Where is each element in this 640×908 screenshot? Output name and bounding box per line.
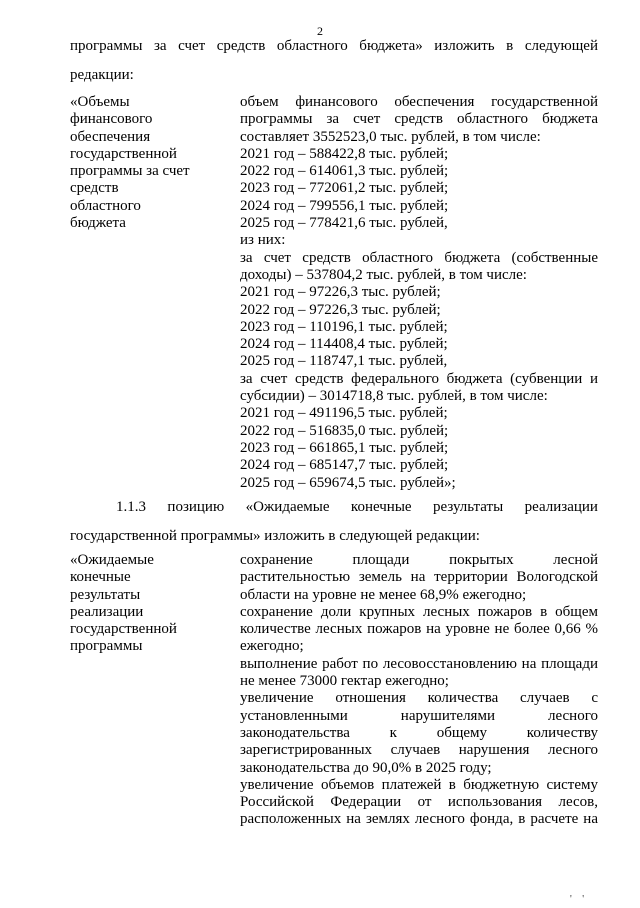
text-line: 2021 год – 491196,5 тыс. рублей;	[240, 405, 448, 422]
text-line: 2025 год – 118747,1 тыс. рублей,	[240, 353, 448, 370]
text-line: 2023 год – 110196,1 тыс. рублей;	[240, 318, 448, 335]
text-line: количестве лесных пожаров на уровне не более 0,66 %	[240, 621, 598, 638]
text-line: законодательства до 90,0% в 2025 году;	[240, 759, 492, 776]
item-number: 1.1.3	[116, 499, 146, 515]
text-line: объем финансового обеспечения государственной	[240, 94, 598, 110]
text-line: 2024 год – 799556,1 тыс. рублей;	[240, 197, 449, 214]
text-line: программы за счет средств областного бюджета	[240, 111, 598, 128]
text-line: за счет средств областного бюджета (собственные	[240, 249, 598, 266]
text-line: 2022 год – 516835,0 тыс. рублей;	[240, 422, 449, 439]
financing-volume-text	[240, 94, 598, 492]
label-line: программы	[70, 638, 143, 655]
expected-results-label	[70, 552, 230, 656]
text-line: выполнение работ по лесовосстановлению на площади	[240, 655, 598, 672]
item-1-1-3-line-2: государственной программы» изложить в следующей редакции:	[70, 528, 480, 544]
text-line: законодательства к общему количеству	[240, 724, 598, 741]
text-line: зарегистрированных случаев нарушения лесного	[240, 742, 598, 759]
expected-results-text	[240, 552, 598, 829]
item-word: реализации	[524, 499, 598, 515]
item-word: конечные	[350, 499, 412, 515]
label-line: результаты	[70, 586, 141, 603]
item-1-1-3-line-1	[70, 499, 598, 516]
label-line: государственной	[70, 145, 177, 162]
text-line: 2022 год – 97226,3 тыс. рублей;	[240, 301, 441, 318]
footer-mark: ' '	[570, 894, 589, 905]
label-line: государственной	[70, 621, 177, 638]
label-line: бюджета	[70, 215, 126, 232]
text-line: составляет 3552523,0 тыс. рублей, в том числе:	[240, 128, 541, 145]
text-line: 2021 год – 97226,3 тыс. рублей;	[240, 284, 441, 301]
text-line: сохранение доли крупных лесных пожаров в общем	[240, 603, 598, 620]
text-line: 2022 год – 614061,3 тыс. рублей;	[240, 163, 449, 180]
text-line: 2021 год – 588422,8 тыс. рублей;	[240, 145, 449, 162]
label-line: «Объемы	[70, 94, 130, 110]
text-line: доходы) – 537804,2 тыс. рублей, в том числе:	[240, 266, 527, 283]
text-line: не менее 73000 гектар ежегодно;	[240, 673, 449, 690]
text-line: области на уровне не менее 68,9% ежегодно;	[240, 586, 527, 603]
page-number: 2	[317, 24, 323, 38]
text-line: 2025 год – 659674,5 тыс. рублей»;	[240, 474, 456, 491]
text-line: расположенных на землях лесного фонда, в расчете на	[240, 811, 598, 828]
label-line: областного	[70, 197, 141, 214]
text-line: ежегодно;	[240, 638, 304, 655]
text-line: 2024 год – 114408,4 тыс. рублей;	[240, 336, 448, 353]
intro-line-2: редакции:	[70, 67, 134, 83]
text-line: увеличение отношения количества случаев с	[240, 690, 598, 707]
text-line: сохранение площади покрытых лесной	[240, 552, 598, 568]
text-line: за счет средств федерального бюджета (субвенции и	[240, 370, 598, 387]
label-line: программы за счет	[70, 163, 190, 180]
label-line: конечные	[70, 569, 131, 586]
text-line: из них:	[240, 232, 286, 249]
text-line: 2023 год – 661865,1 тыс. рублей;	[240, 439, 449, 456]
text-line: субсидии) – 3014718,8 тыс. рублей, в том числе:	[240, 388, 548, 405]
text-line: 2023 год – 772061,2 тыс. рублей;	[240, 180, 449, 197]
intro-line-1: программы за счет средств областного бюджета» изложить в следующей	[70, 38, 598, 54]
text-line: 2025 год – 778421,6 тыс. рублей,	[240, 215, 448, 232]
text-line: растительностью земель на территории Вологодской	[240, 569, 598, 586]
label-line: «Ожидаемые	[70, 552, 154, 568]
item-word: результаты	[433, 499, 504, 515]
text-line: 2024 год – 685147,7 тыс. рублей;	[240, 457, 449, 474]
item-word: позицию	[167, 499, 225, 515]
label-line: средств	[70, 180, 119, 197]
financing-volume-label	[70, 94, 230, 232]
label-line: финансового	[70, 111, 153, 128]
label-line: обеспечения	[70, 128, 151, 145]
item-word: «Ожидаемые	[245, 499, 330, 515]
text-line: установленными нарушителями лесного	[240, 707, 598, 724]
text-line: Российской Федерации от использования лесов,	[240, 794, 598, 811]
text-line: увеличение объемов платежей в бюджетную систему	[240, 776, 598, 793]
label-line: реализации	[70, 603, 144, 620]
